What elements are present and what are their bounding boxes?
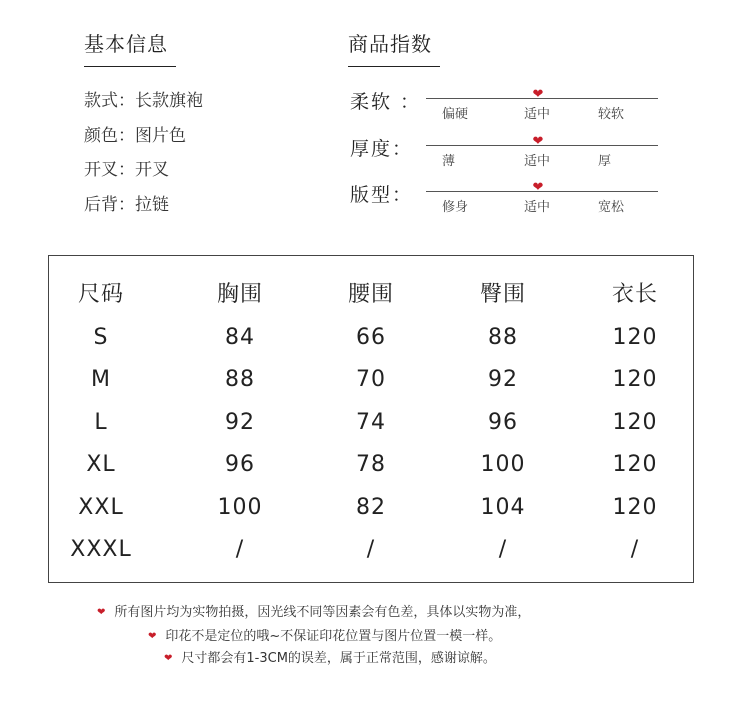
product-index-option: 宽松	[598, 200, 625, 215]
size-table-row	[49, 487, 693, 529]
heart-icon: ❤	[532, 134, 544, 149]
product-index-label: 厚度：	[350, 138, 414, 160]
basic-info-row	[84, 190, 203, 225]
size-table-cell: /	[366, 537, 376, 562]
size-table-row	[49, 444, 693, 486]
product-index-option: 厚	[598, 154, 612, 169]
size-table-cell: 120	[612, 452, 658, 477]
size-table-cell: /	[630, 537, 640, 562]
basic-info-separator: ：	[118, 194, 135, 215]
product-index-option: 薄	[442, 154, 456, 169]
basic-info-title-underline	[84, 66, 176, 67]
product-index-option: 适中	[524, 154, 551, 169]
size-table-cell: 120	[612, 494, 658, 520]
heart-bullet-icon: ❤	[97, 607, 106, 618]
note-text: 印花不是定位的哦~不保证印花位置与图片位置一模一样。	[165, 629, 502, 644]
basic-info-label: 开叉	[84, 160, 118, 180]
basic-info-row	[84, 155, 203, 190]
size-table-row	[49, 529, 693, 571]
basic-info-value: 开叉	[135, 160, 169, 180]
size-table-cell: /	[235, 537, 245, 562]
heart-bullet-icon: ❤	[148, 631, 157, 642]
size-table-header-cell: 衣长	[611, 282, 658, 307]
size-table-row	[49, 359, 693, 401]
size-table-row	[49, 317, 693, 359]
note-text: 尺寸都会有1-3CM的误差，属于正常范围，感谢谅解。	[181, 651, 496, 666]
note-line	[148, 625, 501, 644]
size-table-cell: 70	[356, 367, 386, 392]
basic-info-separator: ：	[118, 125, 135, 146]
size-table-cell: 88	[488, 324, 518, 350]
size-table-cell: 120	[612, 367, 658, 392]
size-table-cell: /	[498, 537, 508, 562]
basic-info-label: 后背	[84, 194, 118, 215]
basic-info-row	[84, 86, 203, 121]
note-text: 所有图片均为实物拍摄，因光线不同等因素会有色差，具体以实物为准，	[114, 605, 531, 620]
product-index-row	[350, 87, 670, 127]
size-table-cell: XL	[86, 452, 116, 477]
product-index-row	[350, 134, 670, 174]
size-table-header-cell: 腰围	[347, 282, 394, 307]
basic-info-value: 拉链	[135, 194, 169, 215]
note-line	[164, 647, 496, 666]
size-table-row	[49, 402, 693, 444]
basic-info-title: 基本信息	[84, 28, 176, 57]
size-table-header	[49, 274, 693, 316]
heart-icon: ❤	[532, 180, 544, 195]
size-table-cell: 104	[480, 494, 526, 520]
product-index-option: 较软	[598, 107, 625, 122]
size-table-cell: 74	[356, 409, 386, 435]
size-table-cell: 96	[488, 409, 518, 435]
basic-info-label: 款式	[84, 91, 118, 111]
basic-info-row	[84, 121, 203, 156]
basic-info-label: 颜色	[84, 125, 118, 146]
size-table-header-cell: 尺码	[77, 282, 124, 307]
size-table-cell: 84	[225, 324, 255, 350]
basic-info-separator: ：	[118, 160, 135, 180]
note-line	[97, 601, 530, 620]
size-table-cell: 66	[356, 324, 386, 350]
basic-info-value: 图片色	[135, 125, 186, 146]
basic-info-separator: ：	[118, 91, 135, 111]
product-index-title-underline	[348, 66, 440, 67]
size-table-cell: 120	[612, 409, 658, 435]
size-table-cell: XXXL	[70, 537, 132, 562]
size-table-cell: 78	[356, 452, 386, 477]
basic-info-list	[84, 86, 203, 224]
size-table-header-cell: 臀围	[479, 282, 526, 307]
size-table-cell: 88	[225, 367, 255, 392]
product-index-option: 适中	[524, 200, 551, 215]
heart-icon: ❤	[532, 87, 544, 102]
size-table-cell: 96	[225, 452, 255, 477]
product-index-option: 修身	[442, 200, 469, 215]
product-index-label: 柔软 ：	[350, 91, 422, 113]
size-table-cell: 120	[612, 324, 658, 350]
heart-bullet-icon: ❤	[164, 653, 173, 664]
product-index-row	[350, 180, 670, 220]
size-table-cell: XXL	[78, 494, 124, 520]
size-table-cell: 100	[480, 452, 526, 477]
product-index-option: 适中	[524, 107, 551, 122]
product-index-title: 商品指数	[348, 28, 440, 57]
size-table-cell: 82	[356, 494, 386, 520]
size-table-cell: M	[91, 367, 111, 392]
size-table-cell: 100	[217, 494, 263, 520]
size-table-cell: L	[94, 409, 108, 435]
size-table-cell: S	[93, 324, 109, 350]
size-table-cell: 92	[488, 367, 518, 392]
product-index-label: 版型：	[350, 184, 414, 206]
size-table-cell: 92	[225, 409, 255, 435]
size-table-header-cell: 胸围	[216, 282, 263, 307]
size-table	[48, 255, 694, 583]
product-index-option: 偏硬	[442, 107, 469, 122]
basic-info-value: 长款旗袍	[135, 91, 203, 111]
